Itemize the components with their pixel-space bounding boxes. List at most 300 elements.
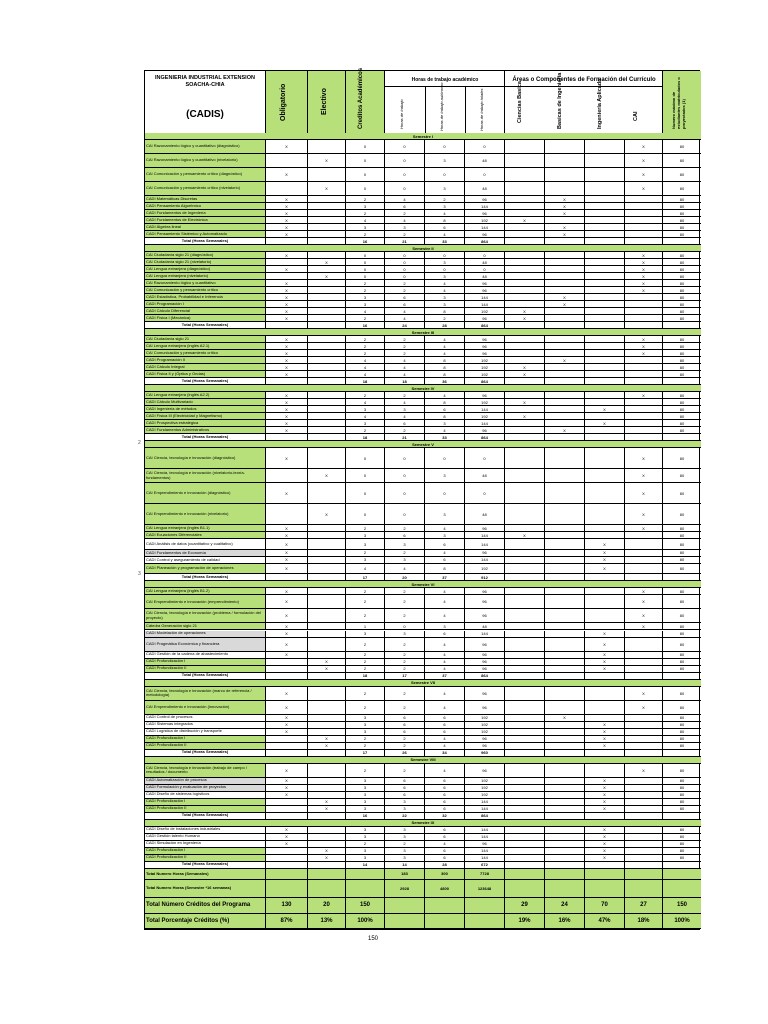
- cell-ob: X: [266, 308, 308, 314]
- course-name-cell: CAI Razonamiento lógico y cuantitativo (diagnóstico): [145, 140, 266, 153]
- cell-h2: 4: [425, 701, 465, 714]
- cell-a4: [625, 532, 663, 538]
- cell-el: X: [308, 182, 346, 195]
- cell-a1: [505, 259, 545, 265]
- semester-label: Semestre V: [412, 441, 434, 447]
- cell-a2: [545, 574, 585, 580]
- cell-a2: [545, 539, 585, 549]
- course-name-cell: CADI Ecuaciones Diferenciales: [145, 532, 266, 538]
- course-row: [145, 638, 701, 652]
- course-row: [145, 252, 701, 259]
- cell-a3: X: [585, 785, 625, 791]
- cell-el: [308, 729, 346, 735]
- cell-h2: 4800: [425, 880, 465, 897]
- course-row: [145, 792, 701, 799]
- cell-a1: [505, 203, 545, 209]
- cell-ob: X: [266, 252, 308, 258]
- cell-cr: 16: [346, 813, 385, 819]
- cell-h1: 26: [385, 750, 425, 756]
- cell-mx: 80: [679, 722, 685, 728]
- cell-a2: [545, 736, 585, 742]
- cell-a3: [585, 469, 625, 482]
- cell-a4: [625, 631, 663, 637]
- cell-a1: [505, 273, 545, 279]
- course-row: [145, 504, 701, 525]
- cell-a4: X: [625, 280, 663, 286]
- cell-a1: [505, 595, 545, 608]
- cell-h2: 28: [425, 322, 465, 328]
- cell-a1: [505, 687, 545, 700]
- course-row: [145, 525, 701, 532]
- cell-a2: [545, 413, 585, 419]
- cell-a2: [545, 448, 585, 468]
- cell-ob: [266, 574, 308, 580]
- cell-mx: 80: [679, 690, 685, 696]
- cell-a2: X: [545, 301, 585, 307]
- cell-h2: 0: [425, 252, 465, 258]
- cell-a3: [585, 308, 625, 314]
- cell-a2: [545, 880, 585, 897]
- cell-h3: 144: [465, 827, 505, 833]
- cell-a4: [625, 659, 663, 665]
- course-name-cell: CAI Ciencia, tecnología e innovación (problema / formulación del proyecto): [145, 609, 266, 622]
- curriculum-table: [144, 67, 700, 930]
- cell-h3: 48: [465, 469, 505, 482]
- cell-ob: X: [266, 609, 308, 622]
- cell-h2: 4: [425, 427, 465, 433]
- cell-el: [308, 785, 346, 791]
- cell-el: [308, 880, 346, 897]
- cell-h2: 33: [425, 238, 465, 244]
- cell-a2: X: [545, 210, 585, 216]
- course-row: [145, 532, 701, 539]
- cell-h3: 192: [465, 413, 505, 419]
- cell-el: [308, 224, 346, 230]
- cell-h2: 37: [425, 673, 465, 679]
- cell-a4: [625, 364, 663, 370]
- cell-el: [308, 574, 346, 580]
- cell-h2: 0: [425, 140, 465, 153]
- course-name-cell: Total (Horas Semanales): [145, 750, 266, 756]
- cell-ob: 130: [266, 898, 308, 912]
- cell-a3: [585, 427, 625, 433]
- course-name-cell: CAI Lengua extranjera (inglés A2.2): [145, 392, 266, 398]
- total-row: [145, 673, 701, 680]
- total-row: [145, 378, 701, 385]
- cell-a4: X: [625, 266, 663, 272]
- cell-a1: [505, 483, 545, 503]
- course-row: [145, 168, 701, 182]
- cell-el: X: [308, 273, 346, 279]
- course-row: [145, 399, 701, 406]
- cell-a3: X: [585, 652, 625, 658]
- cell-el: [308, 336, 346, 342]
- cell-cr: 3: [346, 834, 385, 840]
- cell-ob: X: [266, 448, 308, 468]
- course-row: [145, 855, 701, 862]
- course-row: [145, 623, 701, 630]
- course-row: [145, 413, 701, 420]
- cell-a2: [545, 182, 585, 195]
- cell-a2: [545, 729, 585, 735]
- course-name-cell: CADI Diseño de sistemas logísticos: [145, 792, 266, 798]
- cell-h3: 192: [465, 715, 505, 721]
- cell-a3: [585, 294, 625, 300]
- cell-cr: 2: [346, 743, 385, 749]
- cell-h1: 0: [385, 483, 425, 503]
- cell-a3: [585, 371, 625, 377]
- cell-el: [308, 392, 346, 398]
- cell-h3: 192: [465, 785, 505, 791]
- cell-cr: 2: [346, 280, 385, 286]
- cell-a4: [625, 420, 663, 426]
- cell-a3: X: [585, 539, 625, 549]
- cell-h1: 2: [385, 659, 425, 665]
- course-row: [145, 715, 701, 722]
- cell-h3: 96: [465, 609, 505, 622]
- cell-h3: 48: [465, 273, 505, 279]
- cell-el: [308, 652, 346, 658]
- cell-h3: 96: [465, 764, 505, 777]
- cell-el: [308, 371, 346, 377]
- cell-a4: [625, 203, 663, 209]
- cell-el: [308, 266, 346, 272]
- cell-a4: [625, 315, 663, 321]
- cell-h3: 96: [465, 427, 505, 433]
- cell-h1: 0: [385, 266, 425, 272]
- cell-mx: 80: [679, 350, 685, 356]
- cell-ob: [266, 880, 308, 897]
- cell-el: X: [308, 848, 346, 854]
- course-name-cell: CADI Gestión talento Humano: [145, 834, 266, 840]
- semester-header: [145, 581, 701, 588]
- cell-a2: [545, 392, 585, 398]
- cell-a4: [625, 196, 663, 202]
- cell-a3: [585, 448, 625, 468]
- cell-a4: [625, 399, 663, 405]
- cell-h3: 144: [465, 532, 505, 538]
- max-students-label: Numero máximo de estudiantes matriculados o proyectados (1): [671, 77, 686, 129]
- cell-a2: [545, 673, 585, 679]
- cell-el: [308, 168, 346, 181]
- cell-a3: [585, 182, 625, 195]
- cell-h2: 4: [425, 588, 465, 594]
- cell-mx: 80: [679, 224, 685, 230]
- cell-el: [308, 399, 346, 405]
- cell-h1: 3: [385, 806, 425, 812]
- cell-a1: [505, 294, 545, 300]
- cell-h3: 96: [465, 196, 505, 202]
- course-name-cell: CADI Fundamentos Administrativos: [145, 427, 266, 433]
- cell-a1: X: [505, 399, 545, 405]
- cell-a4: [625, 308, 663, 314]
- course-name-cell: CAI Ciudadanía siglo 21: [145, 336, 266, 342]
- cell-a1: [505, 631, 545, 637]
- cell-a4: X: [625, 273, 663, 279]
- cell-a3: [585, 231, 625, 237]
- course-name-cell: CAI Ciencia, tecnología e innovación (trabajo de campo / resultados / documento: [145, 764, 266, 777]
- cell-mx: 80: [679, 217, 685, 223]
- cell-h2: 28: [425, 862, 465, 868]
- course-name-cell: CADI Planeación y programación de operaciones: [145, 564, 266, 574]
- cell-a2: [545, 722, 585, 728]
- cell-a3: [585, 869, 625, 879]
- cell-h3: 960: [465, 750, 505, 756]
- cell-mx: 80: [679, 806, 685, 812]
- course-row: [145, 448, 701, 469]
- cell-a1: [505, 841, 545, 847]
- cell-ob: [266, 434, 308, 440]
- cell-el: X: [308, 806, 346, 812]
- cell-a3: [585, 378, 625, 384]
- cell-a3: [585, 434, 625, 440]
- cell-ob: X: [266, 413, 308, 419]
- course-name-cell: CADI Profundización I: [145, 848, 266, 854]
- course-row: [145, 652, 701, 659]
- cell-el: [308, 869, 346, 879]
- cell-a2: [545, 322, 585, 328]
- cell-mx: 80: [679, 308, 685, 314]
- cell-h1: 4: [385, 371, 425, 377]
- cell-a2: X: [545, 357, 585, 363]
- cell-h3: 192: [465, 217, 505, 223]
- cell-a4: [625, 834, 663, 840]
- cell-cr: 3: [346, 203, 385, 209]
- cell-h2: 4: [425, 525, 465, 531]
- cell-h3: 192: [465, 308, 505, 314]
- cell-cr: 2: [346, 231, 385, 237]
- course-row: [145, 287, 701, 294]
- cell-a4: X: [625, 609, 663, 622]
- max-students-header: [663, 71, 701, 133]
- cell-h3: 96: [465, 659, 505, 665]
- cell-el: [308, 420, 346, 426]
- cell-mx: 80: [679, 203, 685, 209]
- cell-h1: 2: [385, 350, 425, 356]
- cell-h2: 8: [425, 399, 465, 405]
- cell-a3: [585, 280, 625, 286]
- cell-h3: 144: [465, 848, 505, 854]
- cell-h1: 6: [385, 203, 425, 209]
- cell-h1: 2: [385, 736, 425, 742]
- cell-a1: [505, 287, 545, 293]
- cell-a2: [545, 848, 585, 854]
- course-name-cell: CADI Física III (Electricidad y Magnetismo): [145, 413, 266, 419]
- cell-h1: 0: [385, 168, 425, 181]
- course-name-cell: CADI Profundización I: [145, 659, 266, 665]
- cell-h1: 4: [385, 413, 425, 419]
- cell-a1: [505, 764, 545, 777]
- cell-ob: 87%: [266, 914, 308, 928]
- cell-h1: 6: [385, 729, 425, 735]
- cell-a2: X: [545, 294, 585, 300]
- cell-mx: 80: [679, 743, 685, 749]
- course-row: [145, 827, 701, 834]
- cell-h3: 144: [465, 799, 505, 805]
- cell-h2: 4: [425, 210, 465, 216]
- cell-el: [308, 673, 346, 679]
- cell-h2: 3: [425, 532, 465, 538]
- cell-a4: X: [625, 336, 663, 342]
- cell-a3: [585, 588, 625, 594]
- cell-h1: 14: [385, 862, 425, 868]
- cell-ob: X: [266, 266, 308, 272]
- course-name-cell: CADI Álgebra lineal: [145, 224, 266, 230]
- cell-a4: [625, 406, 663, 412]
- cell-h3: 144: [465, 855, 505, 861]
- cell-cr: [346, 869, 385, 879]
- course-row: [145, 834, 701, 841]
- cell-h1: 17: [385, 673, 425, 679]
- cell-a3: X: [585, 659, 625, 665]
- cell-h1: 2: [385, 701, 425, 714]
- cell-el: [308, 623, 346, 629]
- cell-a1: [505, 280, 545, 286]
- cell-el: [308, 210, 346, 216]
- cell-a4: [625, 715, 663, 721]
- course-name-cell: CADI Control y aseguramiento de calidad: [145, 557, 266, 563]
- cell-a2: X: [545, 196, 585, 202]
- cell-ob: X: [266, 539, 308, 549]
- cell-h2: 6: [425, 792, 465, 798]
- cell-mx: 80: [679, 785, 685, 791]
- course-name-cell: CADI Automatización de procesos: [145, 778, 266, 784]
- cell-mx: 80: [679, 566, 685, 572]
- cell-h1: 2: [385, 392, 425, 398]
- cell-ob: X: [266, 294, 308, 300]
- course-row: [145, 848, 701, 855]
- cell-a1: [505, 659, 545, 665]
- cell-h3: 96: [465, 841, 505, 847]
- cell-mx: [663, 862, 701, 868]
- cell-a1: [505, 322, 545, 328]
- cell-h1: [385, 898, 425, 912]
- course-row: [145, 301, 701, 308]
- cell-h3: 192: [465, 357, 505, 363]
- cell-a3: X: [585, 557, 625, 563]
- course-name-cell: CADI Cálculo Integral: [145, 364, 266, 370]
- cell-h3: 48: [465, 154, 505, 167]
- areas-title: Áreas o Componentes de Formación del Currículo: [512, 77, 656, 83]
- cell-a1: [505, 238, 545, 244]
- cell-a3: X: [585, 743, 625, 749]
- course-row: [145, 701, 701, 715]
- course-name-cell: CADI Matemáticas Discretas: [145, 196, 266, 202]
- cell-el: [308, 350, 346, 356]
- course-name-cell: CAI Comunicación y pensamiento crítico: [145, 350, 266, 356]
- cell-cr: 0: [346, 469, 385, 482]
- cell-cr: 0: [346, 259, 385, 265]
- cell-h3: 192: [465, 399, 505, 405]
- cell-a1: [505, 210, 545, 216]
- course-row: [145, 659, 701, 666]
- cell-h2: 8: [425, 217, 465, 223]
- cell-h2: 6: [425, 539, 465, 549]
- cell-a3: X: [585, 799, 625, 805]
- cell-a4: [625, 217, 663, 223]
- cell-el: [308, 841, 346, 847]
- cell-cr: 2: [346, 736, 385, 742]
- cell-cr: 3: [346, 827, 385, 833]
- cell-a1: [505, 168, 545, 181]
- cell-mx: 80: [679, 371, 685, 377]
- cell-mx: 80: [679, 231, 685, 237]
- cell-mx: [663, 880, 701, 897]
- cell-cr: 2: [346, 336, 385, 342]
- cell-h3: 96: [465, 336, 505, 342]
- course-name-cell: CADI Prospectiva estratégica: [145, 420, 266, 426]
- course-name-cell: CADI Sistemas integrados: [145, 722, 266, 728]
- cell-mx: 80: [679, 196, 685, 202]
- creditos-header: [346, 67, 385, 133]
- cell-mx: 80: [679, 210, 685, 216]
- cell-h1: 0: [385, 448, 425, 468]
- cell-el: X: [308, 736, 346, 742]
- cell-a4: X: [625, 140, 663, 153]
- course-row: [145, 154, 701, 168]
- cell-a2: [545, 623, 585, 629]
- cell-cr: 3: [346, 722, 385, 728]
- cell-h3: 912: [465, 574, 505, 580]
- cell-a3: [585, 273, 625, 279]
- course-name-cell: CADI Fundamentos de Electrónica: [145, 217, 266, 223]
- cell-a4: [625, 792, 663, 798]
- cell-h2: 6: [425, 224, 465, 230]
- cell-a4: [625, 550, 663, 556]
- cell-a3: [585, 266, 625, 272]
- cell-ob: [266, 750, 308, 756]
- cell-a3: [585, 336, 625, 342]
- cell-mx: 80: [679, 715, 685, 721]
- cell-cr: 2: [346, 350, 385, 356]
- course-row: [145, 729, 701, 736]
- cell-a4: [625, 294, 663, 300]
- cell-mx: 80: [679, 666, 685, 672]
- course-row: [145, 210, 701, 217]
- cell-cr: 2: [346, 588, 385, 594]
- course-name-cell: CADI Profundización II: [145, 743, 266, 749]
- semester-label: Semestre VI: [411, 581, 435, 587]
- cell-a1: X: [505, 364, 545, 370]
- cell-cr: 3: [346, 420, 385, 426]
- cell-h2: 3: [425, 469, 465, 482]
- cell-a3: X: [585, 778, 625, 784]
- cell-h1: 0: [385, 504, 425, 524]
- area-basicas-ingenieria: Basicas de Ingeniería: [557, 72, 563, 129]
- cell-el: [308, 287, 346, 293]
- cell-h1: 3: [385, 827, 425, 833]
- cell-a2: [545, 343, 585, 349]
- cell-mx: [663, 434, 701, 440]
- cell-h3: 96: [465, 210, 505, 216]
- cell-h3: 144: [465, 631, 505, 637]
- cell-a2: [545, 652, 585, 658]
- cell-h3: 144: [465, 294, 505, 300]
- cell-a2: [545, 280, 585, 286]
- cell-h1: 2928: [385, 880, 425, 897]
- cell-a3: [585, 880, 625, 897]
- cell-el: [308, 357, 346, 363]
- course-name-cell: Total (Horas Semanales): [145, 813, 266, 819]
- cell-mx: 80: [679, 792, 685, 798]
- cell-ob: X: [266, 427, 308, 433]
- cell-a2: [545, 750, 585, 756]
- cell-a4: [625, 743, 663, 749]
- cell-a1: [505, 722, 545, 728]
- cell-a1: [505, 252, 545, 258]
- cell-h3: 672: [465, 862, 505, 868]
- cell-el: [308, 413, 346, 419]
